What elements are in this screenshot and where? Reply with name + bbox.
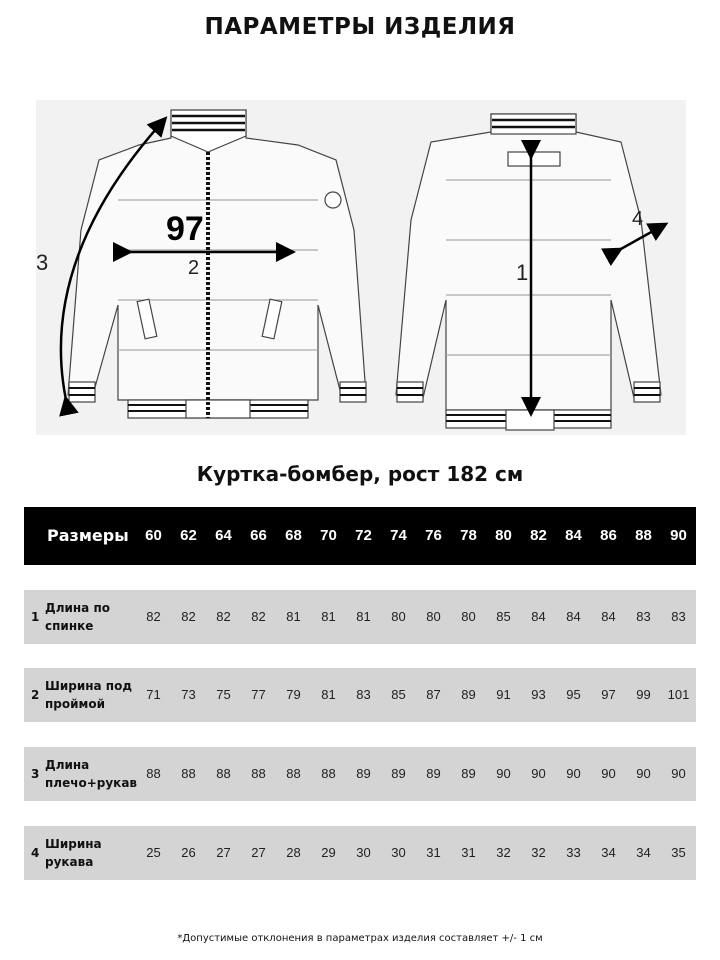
table-cell: 32 <box>496 845 511 860</box>
table-cell: 101 <box>667 687 690 702</box>
table-cell: 32 <box>531 845 546 860</box>
size-header-cell: 76 <box>425 527 442 544</box>
table-cell: 89 <box>426 766 441 781</box>
table-cell: 81 <box>356 609 371 624</box>
table-cell: 26 <box>181 845 196 860</box>
table-cell: 88 <box>146 766 161 781</box>
table-cell: 28 <box>286 845 301 860</box>
table-cell: 88 <box>251 766 266 781</box>
table-cell: 34 <box>601 845 616 860</box>
table-cell: 82 <box>251 609 266 624</box>
table-row-chest-width <box>24 668 696 722</box>
table-cell: 82 <box>181 609 196 624</box>
table-cell: 80 <box>391 609 406 624</box>
row-number: 1 <box>31 610 40 624</box>
table-cell: 71 <box>146 687 161 702</box>
marker-1: 1 <box>516 260 529 285</box>
size-header-cell: 82 <box>530 527 547 544</box>
jacket-illustration <box>36 100 686 435</box>
size-header-cell: 64 <box>215 527 232 544</box>
table-cell: 29 <box>321 845 336 860</box>
row-label: Ширина под проймой <box>45 679 133 711</box>
table-row-sleeve-length <box>24 747 696 801</box>
table-cell: 34 <box>636 845 651 860</box>
table-cell: 77 <box>251 687 266 702</box>
table-cell: 27 <box>216 845 231 860</box>
table-row-back-length <box>24 590 696 644</box>
row-label: Длина плечо+рукав <box>45 758 138 790</box>
table-cell: 80 <box>426 609 441 624</box>
table-cell: 27 <box>251 845 266 860</box>
sizes-header-label: Размеры <box>47 526 129 545</box>
table-cell: 89 <box>356 766 371 781</box>
table-cell: 90 <box>566 766 581 781</box>
table-cell: 33 <box>566 845 581 860</box>
marker-3: 3 <box>36 250 49 275</box>
row-number: 2 <box>31 688 40 702</box>
tolerance-footnote: *Допустимые отклонения в параметрах изделия составляет +/- 1 см <box>177 933 543 944</box>
size-header-cell: 80 <box>495 527 512 544</box>
table-row-sleeve-width <box>24 826 696 880</box>
size-header-cell: 60 <box>145 527 162 544</box>
table-cell: 85 <box>496 609 511 624</box>
row-number: 3 <box>31 767 40 781</box>
table-cell: 79 <box>286 687 301 702</box>
table-cell: 91 <box>496 687 511 702</box>
table-cell: 83 <box>636 609 651 624</box>
table-cell: 81 <box>321 687 336 702</box>
size-header-cell: 74 <box>390 527 407 544</box>
table-cell: 81 <box>321 609 336 624</box>
table-cell: 89 <box>461 766 476 781</box>
size-header-cell: 84 <box>565 527 582 544</box>
marker-4: 4 <box>632 208 644 230</box>
table-cell: 93 <box>531 687 546 702</box>
table-cell: 30 <box>356 845 371 860</box>
table-cell: 88 <box>321 766 336 781</box>
table-cell: 25 <box>146 845 161 860</box>
table-cell: 83 <box>671 609 686 624</box>
table-cell: 81 <box>286 609 301 624</box>
size-header-cell: 86 <box>600 527 617 544</box>
table-cell: 88 <box>286 766 301 781</box>
table-cell: 31 <box>461 845 476 860</box>
table-cell: 90 <box>496 766 511 781</box>
table-cell: 90 <box>601 766 616 781</box>
size-header-cell: 68 <box>285 527 302 544</box>
table-cell: 83 <box>356 687 371 702</box>
table-cell: 89 <box>461 687 476 702</box>
table-cell: 82 <box>146 609 161 624</box>
table-cell: 84 <box>601 609 616 624</box>
table-cell: 84 <box>531 609 546 624</box>
table-cell: 90 <box>636 766 651 781</box>
table-cell: 85 <box>391 687 406 702</box>
table-cell: 30 <box>391 845 406 860</box>
page-title: ПАРАМЕТРЫ ИЗДЕЛИЯ <box>204 14 516 40</box>
table-cell: 89 <box>391 766 406 781</box>
table-cell: 99 <box>636 687 651 702</box>
row-number: 4 <box>31 846 40 860</box>
table-cell: 97 <box>601 687 616 702</box>
size-header-cell: 66 <box>250 527 267 544</box>
table-cell: 31 <box>426 845 441 860</box>
size-header-cell: 90 <box>670 527 687 544</box>
table-cell: 87 <box>426 687 441 702</box>
row-label: Длина по спинке <box>45 601 110 633</box>
table-cell: 84 <box>566 609 581 624</box>
table-cell: 95 <box>566 687 581 702</box>
table-cell: 35 <box>671 845 686 860</box>
table-cell: 88 <box>216 766 231 781</box>
table-cell: 90 <box>671 766 686 781</box>
chest-size-label: 97 <box>166 210 204 248</box>
table-cell: 88 <box>181 766 196 781</box>
product-subtitle: Куртка-бомбер, рост 182 см <box>196 462 524 486</box>
row-label: Ширина рукава <box>45 837 102 869</box>
table-cell: 82 <box>216 609 231 624</box>
table-cell: 75 <box>216 687 231 702</box>
size-header-cell: 62 <box>180 527 197 544</box>
table-cell: 90 <box>531 766 546 781</box>
marker-2: 2 <box>188 257 200 279</box>
size-header-cell: 70 <box>320 527 337 544</box>
size-header-cell: 72 <box>355 527 372 544</box>
table-cell: 73 <box>181 687 196 702</box>
size-header-cell: 78 <box>460 527 477 544</box>
size-header-cell: 88 <box>635 527 652 544</box>
size-header-row <box>24 507 696 565</box>
table-cell: 80 <box>461 609 476 624</box>
